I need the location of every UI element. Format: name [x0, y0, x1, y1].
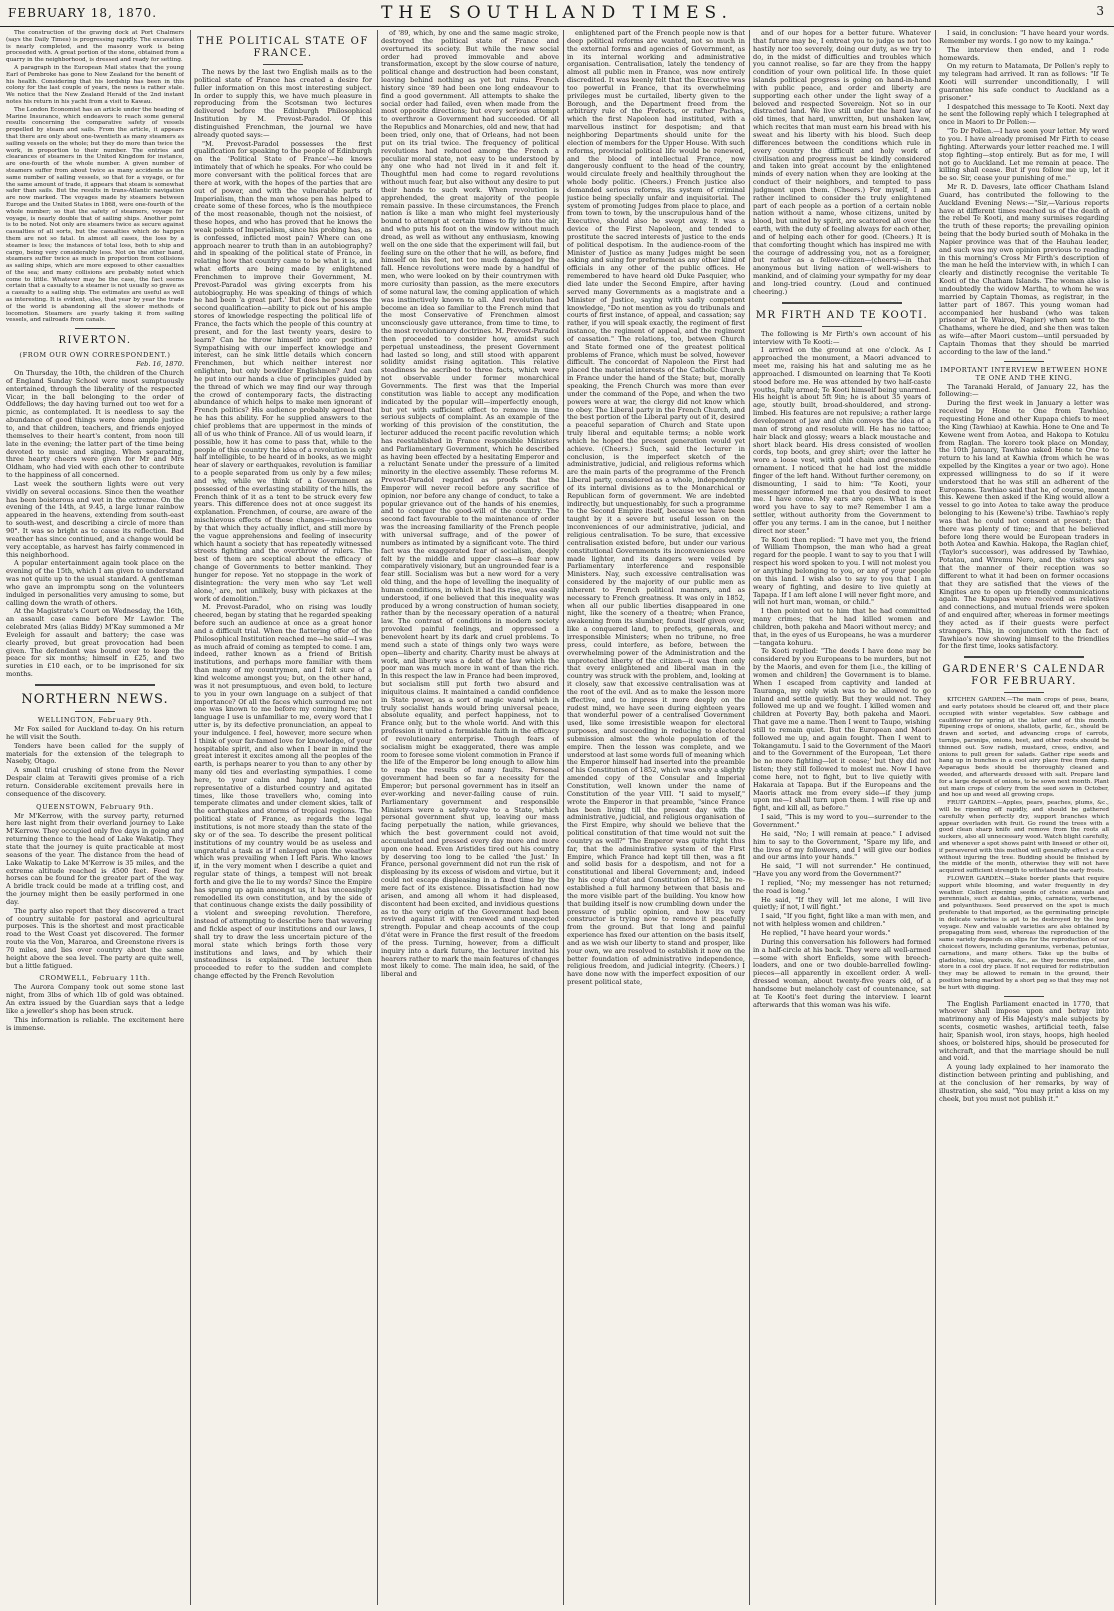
france-article-continued	[567, 30, 745, 987]
paragraph: The party also report that they discovered a tract of country suitable for pastoral and agricultural purposes. This is the shortest and most practicable road to the West Coast yet discovered. The former route via the Von, Mararoa, and Greenstone rivers is 70 miles, and lies over country about the same height above the sea level. The party are quite well, but a little fatigued.	[6, 906, 184, 970]
paragraph: At the Magistrate's Court on Wednesday, the 16th, an assault case came before Mr Lawlor. The celebrated Mrs (alias Biddy) M'Kay summoned a Mr Eveleigh for assault and battery; the case was clearly proved, but great provocation had been given. The defendant was bound over to keep the peace for six months; himself in £25, and two sureties in £10 each, or to be imprisoned for six months.	[6, 607, 184, 679]
newspaper-title: THE SOUTHLAND TIMES.	[381, 3, 733, 23]
paragraph: I said, "This is my word to you—surrender to the Government."	[753, 813, 931, 829]
paragraph: On Thursday, the 10th, the children of the Church of England Sunday School were most sumptuously entertained, through the liberality of the respected Vicar, in the ball belonging to the order of Oddfellows; the day having turned out too wet for a picnic, as contemplated. It is needless to say the abundance of good things were done ample justice to, and that children, teachers, and friends enjoyed themselves to their heart's content, from noon till late in the evening; the latter part of the time being devoted to music and singing. When separating, three hearty cheers were given for Mr and Mrs Oldham, who had vied with each other to contribute to the happiness of all concerned.	[6, 369, 184, 480]
paragraph: The following is Mr Firth's own account of his interview with Te Kooti:—	[753, 329, 931, 346]
paragraph: The English Parliament enacted in 1770, that whoever shall impose upon and betray into matrimony any of His Majesty's male subjects by scents, cosmetic washes, artificial teeth, false hair, Spanish wool, iron stays, hoops, high heeled shoes, or bolstered hips, should be prosecuted for witchcraft, and that the marriage should be null and void.	[939, 999, 1109, 1063]
riverton-dateline: Feb. 16, 1870.	[136, 360, 184, 369]
cromwell-paragraphs	[6, 984, 184, 1032]
divider-rule	[822, 326, 862, 327]
te-kooti-continued-paragraphs	[939, 30, 1109, 357]
paragraph: KITCHEN GARDEN.—The main crops of peas, beans, and early potatoes should be cleared off, and their place occupied with winter vegetables. Sow cabbage and cauliflower for spring at the latter end of this month. Ripening crops of onions, shallots, garlic, &c., should be drawn and sorted, and advancing crops of carrots, turnips, parsnips, onions, beet, and other roots should be thinned out. Sow radish, mustard, cress, endive, and onions to pull green for salads. Gather ripe seeds and hang up in bunches in a cool airy place free from damp. Asparagus beds should be thoroughly cleaned and weeded, and afterwards dressed with salt. Prepare land for a large deposit of onions, to be sown next month. Plant out main crops of celery from the seed sown in October, and hoe up and weed all growing crops.	[939, 697, 1109, 799]
column-6	[939, 30, 1109, 1605]
paragraph: A small trial crushing of stone from the Never Despair claim at Terawiti gives promise of a rich return. Considerable excitement prevails here in consequence of the discovery.	[6, 766, 184, 798]
paragraph: FLOWER GARDEN.—Stake border plants that require support while blooming, and water frequently in dry weather. Collect ripening seeds of choice annuals and perennials, such as dahlias, pinks, carnations, verbenas, and polyanthuses. Seed preserved on the spot is much preferable to that imported, as the germinating principle in delicate varieties is apt to be destroyed by the long voyage. New and valuable varieties are also obtained by propagating from seed, whereas the reproduction of the same variety depends on slips for the reproduction of our choicest flowers, including geraniums, verbenas, petunias, carnations, and many others. Take up the bulbs of gladiolus, ixias, sparaxis, &c., as they become ripe, and store in a cool dry place. If not required for redistribution they may be allowed to remain in the ground, their position being marked by a short peg so that they may not be hurt with digging.	[939, 876, 1109, 991]
column-1	[6, 30, 184, 1605]
gardeners-calendar-heading: GARDENER'S CALENDAR FOR FEBRUARY.	[942, 664, 1106, 688]
riverton-heading: RIVERTON.	[58, 335, 132, 347]
paragraph: He said, "No; I will remain at peace." I advised him to say to the Government, "Spare my life, and the lives of my followers, and I will give our bodies and our arms into your hands."	[753, 829, 931, 862]
paragraph: He said, "I will not surrender." He continued, "Have you any word from the Government?"	[753, 862, 931, 879]
paragraph: "To Dr Pollen.—I have seen your letter. My word to you. I have already promised Mr Firth to cease fighting. Afterwards your letter reached me. I will stop fighting—stop entirely. But as for me, I will not go to Auckland. Let me remain at peace. The killing shall cease. But if you follow me up, let it be so. Sir, cease your punishing of me."	[939, 127, 1109, 183]
issue-date: FEBRUARY 18, 1870.	[8, 6, 158, 20]
france-article-conclusion	[753, 30, 931, 297]
column-5	[753, 30, 931, 1605]
northern-news-heading: NORTHERN NEWS.	[21, 692, 169, 708]
column-divider	[749, 30, 750, 1605]
paragraph: During this conversation his followers had formed in a half-circle at his back. They were all well-armed—some with short Enfields, some with breech-loaders, and one or two double-barrelled fowling-pieces—all apparently in excellent order. A well-dressed woman, about twenty-five years old, of a handsome but melancholy cast of countenance, sat at Te Kooti's feet during the interview. I learnt afterwards that this woman was his wife.	[753, 937, 931, 1009]
paragraph: The news by the last two English mails as to the political state of France has created a desire for fuller information on this most interesting subject. In order to supply this, we have much pleasure in reproducing from the Scotsman two lectures delivered before the Edinburgh Philosophical Institution by M. Prevost-Paradol. Of this distinguished Frenchman, the journal we have already quoted says:—	[194, 68, 372, 139]
local-news-paragraphs	[6, 30, 184, 324]
paragraph: This information is reliable. The excitement here is immense.	[6, 1015, 184, 1032]
king-interview-paragraphs	[939, 384, 1109, 652]
paragraph: A paragraph in the European Mail states that the young Earl of Pembroke has gone to New Zealand for the benefit of his health. Considering that his lordship has been in this colony for the last couple of years, the news is rather stale. We notice that the New Zealand Herald of the 2nd instant notes his return in his yacht from a visit to Kawau.	[6, 64, 184, 105]
king-interview-heading: IMPORTANT INTERVIEW BETWEEN HONE TE ONE AND THE KING.	[940, 365, 1108, 382]
divider-rule	[35, 684, 155, 686]
france-article-paragraphs	[194, 69, 372, 981]
paragraph: Te Kooti then replied: "I have met you, the friend of William Thompson, the man who had a great regard for the people. I want to say to you that I will respect his word spoken to you. I will not molest you or anything belonging to you, or any of your people on this land. I wish also to say to you that I am weary of fighting, and desire to live quietly at Tapapa. If I am left alone I will never fight more, and will not hurt man, woman, or child."	[753, 535, 931, 607]
france-article-heading: THE POLITICAL STATE OF FRANCE.	[197, 36, 369, 59]
paragraph: enlightened part of the French people now is that deep political reforms are wanted, not so much in the external forms and agencies of Government, as in its internal working and administrative organisation. Centralisation, lately the tendency of almost all public men in France, was now entirely discredited. It was keenly felt that the Executive was too powerful in France, that its overwhelming privileges must be curtailed, liberty given to the Borough, and the Department freed from the arbitrary rule of the Prefects, or rather Pachas, which the first Napoleon had instituted, with a marvellous instinct for despotism; and that neighboring Departments should unite for the election of members for the Upper House. With such reforms, provincial political life would be renewed, and the blood of intellectual France, now dangerously confluent to the head of the country, would circulate freely and healthily throughout the whole body politic. (Cheers.) French justice also demanded serious reforms, its system of criminal justice being specially unfair and inquisitorial. The system of promoting Judges from place to place, and from town to town, by the unscrupulous hand of the Executive, should also be swept away. It was a device of the First Napoleon, and tended to prostitute the sacred interests of justice to the ends of political despotism. In the audience-room of the Minister of Justice as many Judges might be seen asking and suing for preferment as any other kind of officials in any other of the public offices. He remembered to have heard old Duke Pasquier, who died late under the Second Empire, after having served many Governments as a magistrate and a Minister of Justice, saying with sadly competent knowledge, "Do not mention as you do tribunals and courts of first instance, of appeal, and cassation; say rather, if you will speak exactly, the regiment of first instance, the regiment of appeal, and the regiment of cassation." The relations, too, between Church and State formed one of the greatest political problems of France, which must be solved, however difficult. The concordat of Napoleon the First had placed the material interests of the Catholic Church in France under the hand of the State; but, morally speaking, the French Church was more than ever under the command of the Pope, and when the two powers were at war, the clergy did not know which to obey. The Liberal party in the French Church, and the best portion of the Liberal party out of it, desired a peaceful separation of Church and State upon truly liberal and equitable terms; a noble work which he hoped the present generation would yet achieve. (Cheers.) Such, said the lecturer in conclusion, is the imperfect sketch of the administrative, judicial, and religious reforms which are the main parts of the programme of the French Liberal party, considered as a whole, independently of its internal divisions as to the Monarchical or Republican form of government. We are indebted indirectly, but unquestionably, for such a programme to the Second Empire itself, because we have been taught by it a severe but useful lesson on the inconveniences of our administrative, judicial, and religious centralisation. To be sure, that excessive centralisation existed before, but under our various constitutional Governments its inconveniences were made lighter, and its dangers were veiled by Parliamentary interference and responsible Ministers. Nay, such excessive centralisation was considered by the majority of our public men as inherent to French political manners, and as necessary to French greatness. It was only in 1852, when all our public liberties disappeared in one night, like the scenery of a theatre; when France, awakening from its slumber, found itself given over, like a conquered land, to prefects, generals, and irresponsible Ministers; when no tribune, no free press, could interfere, as before, between the overwhelming power of the Administration and the unprotected liberty of the citizen—it was then only that every enlightened and liberal man in the country was struck with the problem, and, looking at it closely, saw that excessive centralisation was at the root of the evil. And as to make the lesson more effective, and to impress it more deeply on the rudest mind, we have seen during eighteen years that wonderful power of a centralised Government used, like some irresistible weapon for electoral purposes, and succeeding in reducing to electoral submission almost the whole population of the empire. Then the lesson was complete, and we understood at last some words full of meaning which the Emperor himself had inserted into the preamble of his Constitution of 1852, which was only a slightly amended copy of the Consular and Imperial Constitution, well known under the name of Constitution of the year VIII. "I said to myself," wrote the Emperor in that preamble, "since France has been living till the present day with the administrative, judicial, and religious organisation of the First Empire, why should we believe that the political constitution of that time would not suit the country as well?" The Emperor was quite right thus far, that the administrative system of the First Empire, which France had kept till then, was a fit and solid basis for a despotism, and not for a constitutional and liberal Government; and, indeed by his coup d'état and Constitution of 1852, he re-established a full harmony between that basis and the more visible part of the building. You know how that building itself is now crumbling down under the pressure of public opinion, and how its very constructor is trying now to remove it peacefully from the ground. But that long and painful experience has fixed our attention on the basis itself, and as we wish our liberty to stand and prosper, like your own, we are resolved to establish it now on the better foundation of administrative independence, religious freedom, and judicial integrity. (Cheers.) I have done now with the imperfect exposition of our present political state,	[567, 30, 745, 987]
paragraph: of '89, which, by one and the same magic stroke, destroyed the political state of France and overturned its society. But while the new social order had proved immovable and above transformation, except by the slow course of nature, political change and destruction had been constant, leaving behind nothing as yet but ruins. French history since '89 had been one long endeavour to find a good government. All attempts to shake the social order had failed, even when made from the most opposite directions; but every serious attempt to overthrow a Government had succeeded. Of all the Republics and Monarchies, old and new, that had been tried, only one, that of Orleans, had not been put on its trial twice. The frequency of political revolutions had reduced among the French a peculiar moral state, not easy to be understood by any one who had not lived in it and felt it. Thoughtful men had come to regard revolutions without much fear, but also without any desire to put their hands to such work. When revolution is apprehended, the great majority of the people remain passive. In these circumstances, the French nation is like a man who might feel mysteriously bound to attempt at certain times to fly into the air, and who puts his foot on the window without much dread, as well as without any enthusiasm, knowing well on the one side that the experiment will fail, but feeling sure on the other that he will, as before, find himself on his feet, not too much damaged by the fall. Hence revolutions were made by a handful of men, who were looked on by their countrymen with more curiosity than passion, as the mere executors of some natural law, the coming application of which was instinctively known to all. And revolution had become an idea so familiar to the French mind that the most Conservative of Frenchmen almost unconsciously gave utterance, from time to time, to the most revolutionary doctrines. M. Prevost-Paradol then proceeded to consider how, amidst such perpetual unsteadiness, the present Government had lasted so long, and still stood with apparent solidity amidst rising agitation. This relative steadiness he ascribed to three facts, which were not observable under former monarchical Governments. The first was that the Imperial constitution was liable to accept any modification indicated by the popular will—imperfectly enough, but yet with sufficient effect to remove in time serious subjects of complaint. As an example of the working of this provision of the constitution, the lecturer adduced the recent pacific revolution which has reestablished in France responsible Ministers and Parliamentary Government, which he described as having been effected by a hesitating Emperor and a reluctant Senate under the pressure of a limited minority in the elective assembly. These reforms M. Prevost-Paradol regarded as proofs that the Emperor will never recoil before any sacrifice of opinion, nor before any change of conduct, to take a popular grievance out of the hands of his enemies, and to conquer the good-will of the country. The second fact favourable to the maintenance of order was the increasing familiarity of the French people with universal suffrage, and of the power of numbers as intimated by a significant vote. The third fact was the exaggerated fear of socialism, deeply felt by the middle and upper class—a fear now comparatively visionary, but an ungrounded fear is a fear still. Socialism was but a new word for a very old thing, and the hope of levelling the inequality of human conditions, in which it had its rise, was easily understood, if one believed that this inequality was produced by a wrong construction of human society, rather than by the necessary operation of a natural law. The contrast of conditions in modern society provoked painful feelings, and oppressed a benevolent heart by its dark and cruel problems. To mend such a state of things only two ways were open—liberty and charity. Charity must be always at work, and liberty was a debt of the law which the poor man was much more in want of than the rich. In this respect the law in France had been improved, but socialism still put forth two absurd and iniquitous claims. It maintained a candid confidence in State power, as a sort of magic wand which in truly socialist hands would bring universal peace, absolute equality, and perfect happiness, not to France only, but to the whole world. And with this profession it united a formidable faith in the efficacy of revolutionary enterprise. Though fears of socialism might be exaggerated, there was ample room to foresee some violent commotion in France if the life of the Emperor be long enough to allow him to reap the results of many faults. Personal government had been so far a necessity for the Emperor; but personal government has in itself an ever-working and never-failing cause of ruin. Parliamentary government and responsible Ministers were a safety-valve to a State, which personal government shut up, leaving our mass facing perpetually the nation, while grievances, which the best government could not avoid, accumulated and pressed every day more and more upon one head. Even Aristides tired out his country by deserving too long to be called 'the Just.' In France, personal government did not run the risk of displeasing by its excess of wisdom and virtue, but it could not escape displeasing in a fixed time by the mere fact of its existence. Dissatisfaction had now arisen, and among all whom it had displeased, discontent had been excited, and invidious questions as to the very origin of the Government had been revived against it with renewed and unexpected strength. Popular and cheap accounts of the coup d'état were in France the first result of the freedom of the press. Turning, however, from a difficult inquiry into a dark future, the lecturer invited his hearers rather to mark the main features of changes most likely to come. The main idea, he said, of the liberal and	[381, 30, 559, 979]
paragraph: I said, "If you fight, fight like a man with men, and not with helpless women and children."	[753, 912, 931, 929]
gardeners-calendar-paragraphs	[939, 697, 1109, 991]
divider-rule	[263, 64, 303, 65]
riverton-paragraphs	[6, 370, 184, 679]
column-4	[567, 30, 745, 1605]
paragraph: The London Economist has an article under the heading of Marine Insurance, which endeavors to reach some general results concerning the comparative safety of vessels propelled by steam and sails. From the article, it appears that there are only about one-twentieth as many steamers as sailing vessels on the whole; but they do more than twice the work, in proportion to their number. The entries and clearances of steamers in the United Kingdom for instance, are one-fourth of the whole number. A given number of steamers suffer from about twice as many accidents as the same number of sailing vessels, so that for a voyage, or for the same amount of trade, it appears that steam is somewhat safer than sails. But the results in trans-Atlantic navigation are now marked. The voyages made by steamers between Europe and the United States in 1868, were one-fourth of the whole number; so that the safety of steamers, voyage for voyage, is nearly double that of sailing ships. Another point is to be noted. Not only are steamers twice as secure against casualties of all sorts, but the casualties which do happen them are not so fatal. In almost all cases, the loss by a steamer is less; the instances of total loss, both to ship and cargo, being very considerably less. Not on the other hand, steamers suffer twice as much in proportion from collisions as sailing ships, which are more exposed to other casualties of the sea; and many collisions are probably noted which come to little. Whatever may be the case, the fact seems certain that a casualty to a steamer is not usually so grave as a casualty to a sailing ship. The estimates are useful as well as interesting. It is evident, also, that year by year the trade of the world is abandoning all the slower methods of locomotion. Steamers are yearly taking it from sailing vessels, and railroads from canals.	[6, 106, 184, 324]
paragraph: and of our hopes for a better future. Whatever that future may be, I entreat you to judge us not too hastily nor too severely, doing our duty, as we try to do, in the midst of difficulties and troubles which you cannot realise, so far are they from the happy condition of your own political life. In those quiet islands political progress is going on hand-in-hand with public peace, and order and liberty are supporting each other under the light sway of a beloved and respected Sovereign. Not so in our distracted land. We live still under the hard law of old times, that hard, unwritten, but unshaken law, which recites that man must earn his bread with his sweat and his liberty with his blood. Such deep differences between the conditions which rule in every country the difficult and holy work of civilisation and progress must be kindly considered and taken into great account by the enlightened minds of every nation when they are looking at the conduct of their neighbors, and tempted to pass judgment upon them. (Cheers.) For myself, I am rather inclined to consider the truly enlightened part of each people as a portion of a certain noble nation without a name, whose citizens, united by blood, but united by spirit, are scattered all over the earth, with the duty of feeling always for each other, and of helping each other for good. (Cheers.) It is that comforting thought which has inspired me with the courage of addressing you, not as a foreigner, but rather as a fellow-citizen—(cheers)—in that anonymous but living nation of well-wishers to mankind, and of claiming your sympathy for my dear and long-tried country. (Loud and continued cheering.)	[753, 30, 931, 296]
paragraph: The interview then ended, and I rode homewards.	[939, 45, 1109, 62]
divider-rule	[1004, 361, 1044, 362]
france-article-continued	[381, 30, 559, 979]
divider-rule	[1004, 692, 1044, 693]
queenstown-dateline: QUEENSTOWN, February 9th.	[36, 802, 154, 811]
miscellany-paragraphs	[939, 1001, 1109, 1104]
paragraph: I replied, "No; my messenger has not returned; the road is long."	[753, 878, 931, 895]
wellington-paragraphs	[6, 726, 184, 799]
paragraph: The construction of the graving dock at Port Chalmers (says the Daily Times) is progressing rapidly. The excavation is nearly completed, and the masonry work is being proceeded with. A great portion of the stone, obtained from a quarry in the neighborhood, is dressed and ready for setting.	[6, 30, 184, 64]
divider-rule	[75, 328, 115, 329]
paragraph: I said, in conclusion: "I have heard your words. Remember my words. I go now to my kainga."	[939, 30, 1109, 45]
paragraph: A young lady explained to her inamorato the distinction between printing and publishing, and at the conclusion of her remarks, by way of illustration, she said, "You may print a kiss on my cheek, but you must not publish it."	[939, 1063, 1109, 1103]
paragraph: I despatched this message to Te Kooti. Next day he sent the following reply which I telegraphed at once in Maori to Dr Pollen:—	[939, 102, 1109, 127]
wellington-dateline: WELLINGTON, February 9th.	[37, 716, 153, 725]
riverton-subheading: (FROM OUR OWN CORRESPONDENT.)	[19, 351, 171, 360]
paragraph: I arrived on the ground at one o'clock. As I approached the monument, a Maori advanced to meet me, raising his hat and saluting me as he approached. I dismounted on learning that Te Kooti stood before me. He was attended by two half-caste youths, fully armed; Te Kooti himself being unarmed. His height is about 5ft 9in; he is about 35 years of age, stoutly built, broad-shouldered, and strong-limbed. His features are not repulsive; a rather large development of jaw and chin conveys the idea of a man of strong and resolute will. He has no tattoo; hair black and glossy; wears a black moustache and short black beard. His dress consisted of woollen cords, top boots, and grey shirt; over the latter he wore a loose vest, with gold chain and greenstone ornament. I noticed that he had lost the middle finger of the left hand. Without further ceremony, on dismounting, I said to him: "Te Kooti, your messenger informed me that you desired to meet me. I have come. My ears are open. What is the word you have to say to me? Remember I am a settler, without authority from the Government to offer you any terms. I am in the canoe, but I neither direct nor steer."	[753, 346, 931, 535]
divider-rule	[75, 711, 115, 712]
queenstown-paragraphs	[6, 813, 184, 971]
paragraph: The Taranaki Herald, of January 22, has the following:—	[939, 382, 1109, 399]
paragraph: On my return to Matamata, Dr Pollen's reply to my telegram had arrived. It ran as follows: "If Te Kooti will surrender unconditionally, I will guarantee his safe conduct to Auckland as a prisoner."	[939, 62, 1109, 102]
masthead	[0, 0, 1114, 27]
paragraph: Tenders have been called for the supply of materials for the extension of the telegraph to Naseby, Otago.	[6, 741, 184, 766]
column-divider	[377, 30, 378, 1605]
divider-rule	[964, 656, 1084, 658]
column-divider	[935, 30, 936, 1605]
paragraph: Mr R. D. Davesrs, late officer Chatham Island Guard, has contributed the following to the Auckland Evening News:—"Sir,—Various reports have at different times reached us of the death of the rebel Te Kooti, and many surmises regarding the truth of these reports; the prevailing opinion being that the body buried south of Mohaka in the Napier province was that of the Hauhau leader, and such was my own opinion previous to reading in this morning's Cross Mr Firth's description of the man he held the interview with, in which I can clearly and distinctly recognise the veritable Te Kooti of the Chatham Islands. The woman also is undoubtedly the widow Martha, to whom he was married by Captain Thomas, as registrar, in the latter part of 1867. This young woman had accompanied her husband (who was taken prisoner at Te Wairoa, Napier) when sent to the Chathams, where he died, and she then was taken as wife—after Maori custom—until persuaded by Captain Thomas that they should be married according to the law of the land."	[939, 183, 1109, 356]
column-divider	[563, 30, 564, 1605]
paragraph: He replied, "I have heard your words."	[761, 928, 891, 937]
paragraph: Last week the southern lights were out very vividly on several occasions. Since then the weather has been boisterous and wet in the extreme. On the evening of the 14th, at 9.45, a large lunar rainbow appeared in the heavens, extending from south-east to south-west, and describing a circle of more than 90°. It was so bright as to cause its reflection. Bad weather has since continued, and a change would be very acceptable, as harvest has fairly commenced in this neighborhood.	[6, 479, 184, 559]
paragraph: During the first week in January a letter was received by Hone te One from Tawhiao, requesting Hone and other Kupapa chiefs to meet the King (Tawhiao) at Kawhia. Hone te One and Te Kewene went from Aotea, and Hakopa to Kotuku from Raglan. The korero took place on Monday, the 10th January, Tawhiao asked Hone te One to return to his land at Kawhia (from which he was expelled by the Kingites a year or two ago). Hone expressed willingness to do so if it were understood that he was still an adherent of the Europeans. Tawhiao said that he, of course, meant this. Kewene then asked if the King would allow a vessel to go into Aotea to take away the produce belonging to his (Kewene's) tribe. Tawhiao's reply was that he could not consent at present; that there was plenty of time; and that he believed before long there would be European traders in both Aotea and Kawhia. Hakopa, the Raglan chief, (Taylor's successor), was addressed by Tawhiao, Potatau, and Wiremu Nero, and the visitors say that the manner of their reception was so different to what it had been on former occasions that they are satisfied that the views of the Kingites are to open up friendly communications again. The Kupapas were received as relatives and connections, and mutual friends were spoken of and enquired after, whereas in former meetings they acted as if their guests were perfect strangers. This, in conjunction with the fact of Tawhiao's now showing himself to the friendlies for the first time, looks satisfactory.	[939, 399, 1109, 651]
firth-te-kooti-paragraphs	[753, 331, 931, 1010]
paragraph: A popular entertainment again took place on the evening of the 15th, which I am given to understand was not quite up to the usual standard. A gentleman who gave an impromptu song on the volunteers indulged in personalities very amusing to some, but calling down the wrath of others.	[6, 559, 184, 607]
paragraph: FRUIT GARDEN.—Apples, pears, peaches, plums, &c., will be ripening off rapidly, and should be gathered carefully when perfectly dry, support branches which appear overladen with fruit. Go round the trees with a good clean sharp knife and remove from the roots all suckers, also all unnecessary wood. Watch blight carefully, and whenever a spot shows paint with linseed or other oil, if persevered with this method will generally effect a cure without injuring the tree. Budding should be finished by the middle of the month, otherwise they will not have acquired sufficient strength to withstand the early frosts.	[939, 800, 1109, 875]
paragraph: "M. Prevost-Paradol possesses the first qualification for speaking to the people of Edinburgh on the 'Political State of France'—he knows intimately that of which he speaks. For who could be more conversant with the political forces that are there at work, with the hopes of the parties that are out of power, and with the vulnerable parts of Imperialism, than the man whose pen has helped to create some of these forces, who is the mouthpiece of the most reasonable, though not the noisiest, of these hopes, and who has proved that he knows the weak points of Imperialism, since his probing has, as is confessed, inflicted most pain? Where can one approach nearer to truth than in an autobiography? and in speaking of the political state of France, in relating how that country came to be what it is, and what efforts are being made by enlightened Frenchmen to improve their Government, M. Prevost-Paradol was giving excerpts from his autobiography. He was speaking of things of which he had been 'a great part.' But does he possess the second qualification—ability to pick out of his ample stores of knowledge respecting the political life of France, the facts which the people of this country at present, and for the last twenty years, desire to learn? Can he throw himself into our position? Sympathising with our imperfect knowledge and interest, can he sink little details which concern Frenchmen, but which neither interest nor enlighten, but only bewilder Englishmen? And can he put into our hands a clue of principles guided by the thread of which we may find our way through the crowd of contemporary facts, the distracting abundance of which helps to make men ignorant of French politics? His audience probably agreed that he has this ability. For he supplied answers to the chief problems that are uppermost in the minds of all of us who think of France. All of us would learn, if possible, how it has come to pass that, while to the people of this country the idea of a revolution is only half intelligible, to be heard of in books, as we might hear of slavery or earthquakes, revolution is familiar to a people separated from us only by a few miles; and why, while we think of a Government as possessed of the everlasting stability of the hills, the French think of it as a tent to be struck every few years. This difference does not at once suggest its explanation. Frenchmen, of course, are aware of the mischievous effects of these changes—mischievous by that which they actually inflict, and still more by the vague apprehensions and feeling of insecurity which haunt a society that has repeatedly witnessed streets fighting and the overthrow of rulers. The best of them are sceptical about the efficacy of change of Governments to better mankind. They hunger for repose. Yet no stoppage in the work of disintegration: the very men who say 'Let well alone,' are, not unlikely, busy with pickaxes at the work of demolition."	[194, 139, 372, 603]
paragraph: I then pointed out to him that he had committed many crimes; that he had killed women and children, both pakeha and Maori without mercy; and that, in the eyes of us Europeans, he was a murderer—tangata kohuru.	[753, 607, 931, 647]
paragraph: Mr M'Kerrow, with the survey party, returned here last night from their overland journey to Lake M'Kerrow. They occupied only five days in going and returning thence to the head of Lake Wakatip. They state that the journey is quite practicable at most seasons of the year. The distance from the head of Lake Wakatip to Lake M'Kerrow is 35 miles, and the extreme altitude reached is 4500 feet. Feed for horses can be found for the greater part of the way. A bridle track could be made at a trifling cost, and the journey might then be easily performed in one day.	[6, 811, 184, 906]
paragraph: He said, "If they will let me alone, I will live quietly; if not, I will fight."	[753, 895, 931, 912]
column-3	[381, 30, 559, 1605]
paragraph: Te Kooti replied: "The deeds I have done may be considered by you Europeans to be murders, but not by the Maoris, and even for them [i.e., the killing of women and children] the Government is to blame. When I escaped from captivity and landed at Tauranga, my only wish was to be allowed to go inland and settle quietly. But they would not. They followed me up and we fought. I killed women and children at Poverty Bay, both pakeha and Maori. That gave me a name. Then I went to Taupo, wishing still to remain quiet. But the European and Maori followed me up, and again fought. Then I went to Tokangamutu. I said to the Government of the Maori and to the Government of the European, 'Let there be no more fighting—let it cease;' but they did not listen; they still followed to molest me. Now I have come here, not to fight, but to live quietly with Hakaraia at Tapapa. But if the Europeans and the Maoris attack me from every side—if they jump upon me—I shall turn upon them. I will rise up and fight, and kill all, as before."	[753, 647, 931, 813]
paragraph: Mr Fox sailed for Auckland to-day. On his return he will visit the South.	[6, 725, 184, 741]
paragraph: M. Prevost-Paradol, who on rising was loudly cheered, began by stating that he regarded speaking before such an audience at once as a great honor and a difficult trial. When the flattering offer of the Philosophical Institution reached me—he said—I was as much afraid of coming as tempted to come. I am, indeed, rather known as a friend of British institutions, and perhaps more familiar with them than many of my countrymen, and I felt sure of a kind welcome amongst you; but, on the other hand, was it not presumptuous, and even bold, to lecture to you in your own language on a subject of that importance? Of all the faces which surround me not one was known to me before my coming here; the language I use is unfamiliar to me, every word that I utter is, by its defective pronunciation, an appeal to your indulgence. I feel, however, more secure when I think of your far-famed love for knowledge, of your hospitable spirit, and also when I bear in mind the great interest it excites among all the peoples of the earth, is perhaps nearer to you than to any other by many old ties and everlasting sympathies. I come here, to your calm and happy land, as the representative of a disturbed country and agitated times, like those travellers who, coming into temperate climates and under clement skies, talk of the earthquakes and storms of tropical regions. The political state of France, as regards the legal institutions, is not more steady than the state of the sky or of the sea. To describe the present political institutions of my country would be as useless and ungrateful a task as if I enlarged upon the weather which was prevailing when I left Paris. Who knows if, in the very moment when I describe a quiet and regular state of things, a tempest will not break forth and give the lie to my words? Since the Empire has sprung up again amongst us, it has unceasingly remodelled its own constitution, and by the side of that continuous change exists the daily possibility of a violent and sweeping revolution. Therefore, instead of attempting to describe here that wavering and fickle aspect of our institutions and our laws, I shall try to draw the less uncertain picture of the moral state which brings forth those very institutions and laws, and by which their unsteadiness is explained. The lecturer then proceeded to refer to the sudden and complete change effected by the French Revolution	[194, 603, 372, 981]
column-2	[194, 30, 372, 1605]
page-number: 3	[1096, 4, 1104, 18]
paragraph: The Aurora Company took out some stone last night, from 3lbs of which 1lb of gold was obtained. An extra issued by the Guardian says that a ledge like a jeweller's shop has been struck.	[6, 983, 184, 1016]
firth-te-kooti-heading: MR FIRTH AND TE KOOTI.	[755, 309, 929, 321]
column-divider	[190, 30, 191, 1605]
divider-rule	[782, 302, 902, 304]
cromwell-dateline: CROMWELL, February 11th.	[39, 974, 151, 983]
divider-rule	[1004, 996, 1044, 997]
